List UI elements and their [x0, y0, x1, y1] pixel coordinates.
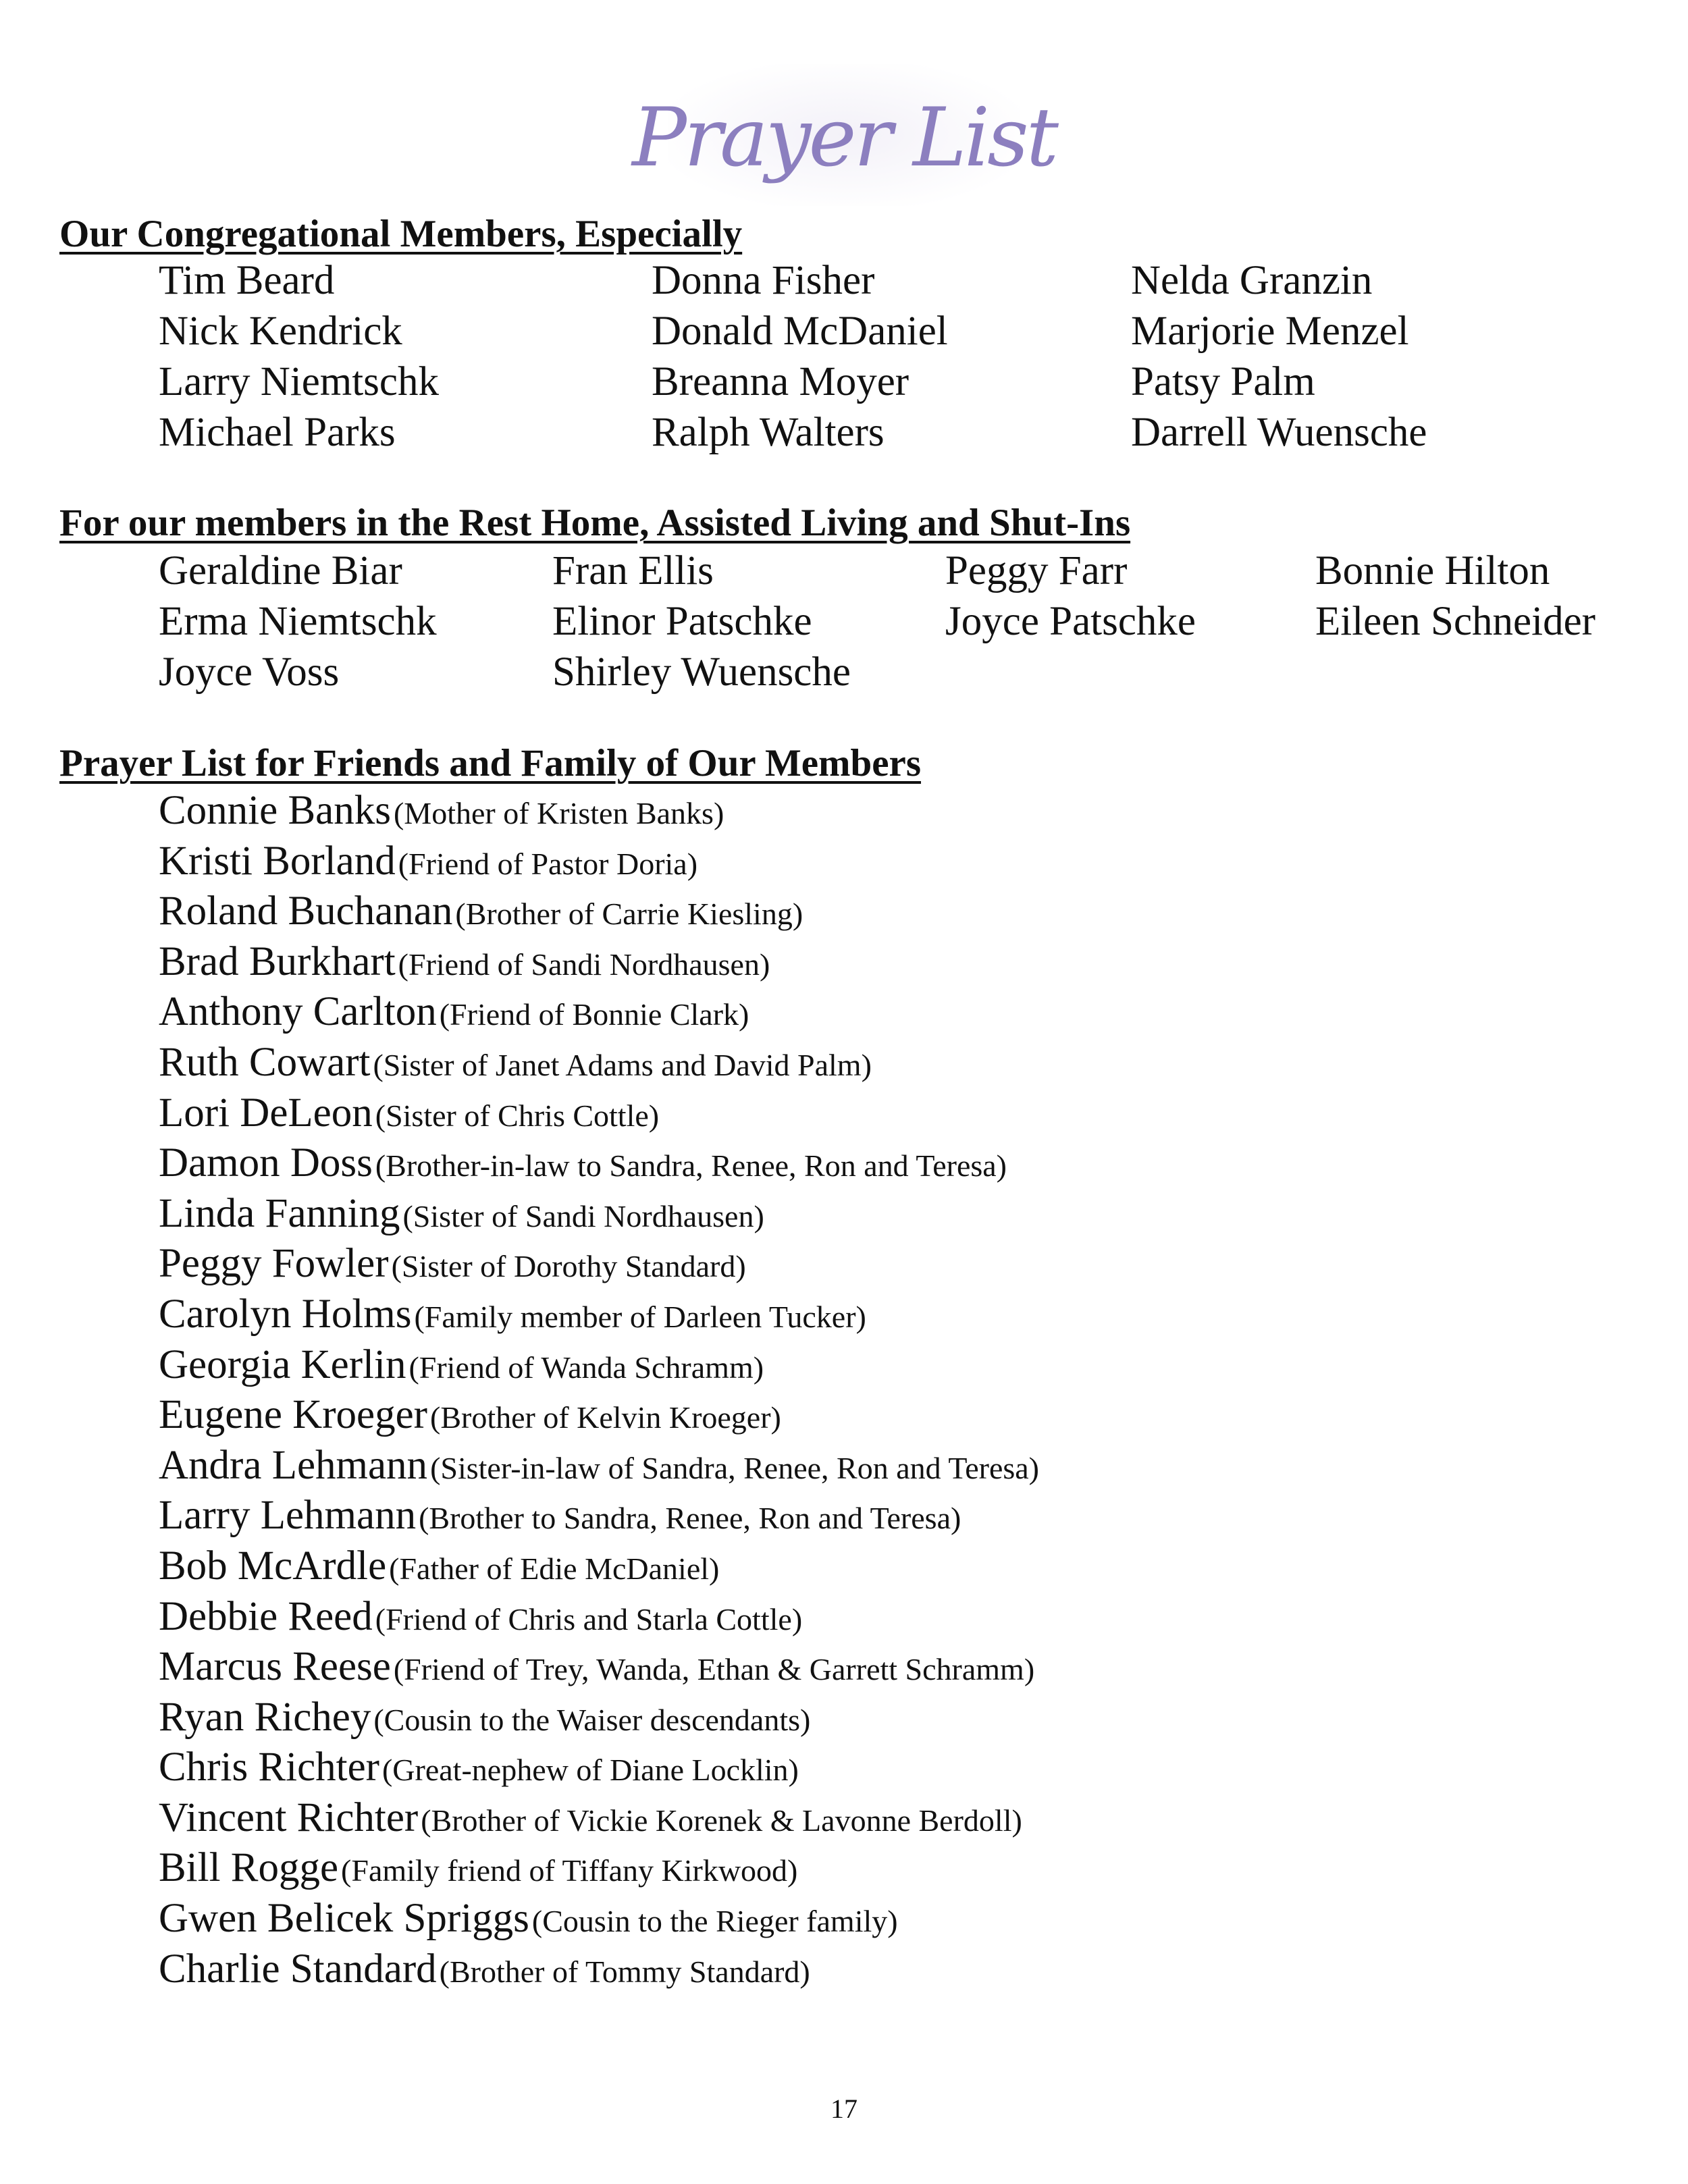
prayer-relation: (Friend of Wanda Schramm)	[408, 1350, 764, 1385]
member-name: Geraldine Biar	[159, 548, 402, 593]
prayer-relation: (Family friend of Tiffany Kirkwood)	[341, 1853, 798, 1888]
member-name: Larry Niemtschk	[159, 359, 439, 404]
list-item	[159, 1291, 1039, 1344]
prayer-relation: (Friend of Bonnie Clark)	[439, 997, 749, 1032]
prayer-name: Connie Banks	[159, 788, 391, 833]
member-name: Bonnie Hilton	[1315, 548, 1550, 593]
prayer-name: Roland Buchanan	[159, 888, 453, 934]
list-item	[159, 1394, 1039, 1445]
page-number: 17	[830, 2094, 858, 2124]
member-name: Peggy Farr	[945, 548, 1128, 593]
prayer-relation: (Cousin to the Rieger family)	[531, 1904, 898, 1939]
member-name: Tim Beard	[159, 258, 335, 303]
list-item	[159, 1794, 1039, 1848]
prayer-relation: (Brother to Sandra, Renee, Ron and Teresa)	[419, 1501, 961, 1536]
list-item	[159, 1948, 1039, 1999]
prayer-name: Charlie Standard	[159, 1946, 437, 1992]
prayer-name: Gwen Belicek Spriggs	[159, 1896, 529, 1942]
member-name: Ralph Walters	[652, 410, 885, 455]
prayer-name: Peggy Fowler	[159, 1241, 389, 1287]
section-title-friends-family: Prayer List for Friends and Family of Our Members	[59, 742, 922, 784]
list-item	[159, 1442, 1040, 1495]
list-item	[159, 1646, 1039, 1697]
member-name: Fran Ellis	[552, 548, 714, 593]
prayer-relation: (Cousin to the Waiser descendants)	[373, 1702, 811, 1737]
prayer-relation: (Friend of Trey, Wanda, Ethan & Garrett Schramm)	[393, 1652, 1035, 1687]
list-item	[159, 1847, 1039, 1898]
prayer-name: Bob McArdle	[159, 1543, 387, 1589]
member-name: Marjorie Menzel	[1131, 309, 1409, 354]
prayer-name: Brad Burkhart	[159, 938, 396, 984]
list-item	[159, 991, 1039, 1042]
list-item	[159, 1744, 1039, 1797]
prayer-name: Larry Lehmann	[159, 1493, 417, 1539]
list-item	[159, 1898, 1039, 1948]
prayer-list-logo	[632, 64, 1056, 206]
list-item	[159, 1039, 1039, 1092]
prayer-relation: (Sister of Chris Cottle)	[375, 1098, 660, 1133]
prayer-name: Chris Richter	[159, 1744, 379, 1790]
prayer-relation: (Brother of Carrie Kiesling)	[455, 897, 803, 932]
prayer-relation: (Sister-in-law of Sandra, Renee, Ron and Teresa)	[430, 1450, 1040, 1485]
member-name: Shirley Wuensche	[552, 649, 851, 695]
list-item	[159, 1190, 1039, 1244]
prayer-relation: (Friend of Pastor Doria)	[398, 846, 698, 881]
prayer-name: Anthony Carlton	[159, 989, 437, 1035]
member-name: Elinor Patschke	[552, 599, 812, 644]
prayer-name: Carolyn Holms	[159, 1291, 412, 1337]
prayer-name: Georgia Kerlin	[159, 1341, 406, 1387]
prayer-name: Eugene Kroeger	[159, 1392, 427, 1438]
prayer-name: Linda Fanning	[159, 1190, 400, 1236]
member-name: Nick Kendrick	[159, 309, 402, 354]
member-name: Donna Fisher	[652, 258, 875, 303]
prayer-relation: (Sister of Dorothy Standard)	[391, 1249, 746, 1284]
prayer-name: Kristi Borland	[159, 838, 396, 884]
prayer-name: Debbie Reed	[159, 1593, 373, 1639]
prayer-relation: (Brother of Vickie Korenek & Lavonne Berdoll)	[421, 1803, 1022, 1838]
list-item	[159, 1545, 1039, 1596]
prayer-name: Ruth Cowart	[159, 1039, 371, 1085]
prayer-relation: (Sister of Sandi Nordhausen)	[402, 1198, 764, 1233]
member-name: Breanna Moyer	[652, 359, 909, 404]
prayer-relation: (Father of Edie McDaniel)	[389, 1551, 720, 1586]
member-name: Darrell Wuensche	[1131, 410, 1427, 455]
prayer-relation: (Brother-in-law to Sandra, Renee, Ron and Teresa)	[375, 1148, 1007, 1183]
list-item	[159, 790, 1039, 841]
list-item	[159, 938, 1039, 992]
member-name: Joyce Patschke	[945, 599, 1196, 644]
member-name: Eileen Schneider	[1315, 599, 1595, 644]
prayer-name: Vincent Richter	[159, 1794, 419, 1840]
list-item	[159, 1092, 1039, 1143]
logo-text: Prayer List	[632, 91, 1056, 185]
prayer-relation: (Brother of Tommy Standard)	[439, 1954, 810, 1989]
prayer-name: Andra Lehmann	[159, 1442, 428, 1488]
section-title-rest-home: For our members in the Rest Home, Assisted Living and Shut-Ins	[59, 502, 1131, 544]
list-item	[159, 1694, 1039, 1747]
member-name: Patsy Palm	[1131, 359, 1315, 404]
prayer-name: Bill Rogge	[159, 1845, 339, 1891]
list-item	[159, 838, 1039, 891]
list-item	[159, 1142, 1039, 1193]
member-name: Michael Parks	[159, 410, 396, 455]
prayer-name: Marcus Reese	[159, 1644, 391, 1690]
list-item	[159, 1593, 1039, 1647]
prayer-relation: (Friend of Chris and Starla Cottle)	[375, 1601, 803, 1636]
member-name: Erma Niemtschk	[159, 599, 437, 644]
prayer-relation: (Brother of Kelvin Kroeger)	[430, 1400, 781, 1435]
list-item	[159, 890, 1039, 941]
list-item	[159, 1341, 1039, 1395]
friends-family-list	[159, 790, 1039, 1998]
prayer-relation: (Friend of Sandi Nordhausen)	[398, 947, 770, 982]
member-name: Nelda Granzin	[1131, 258, 1373, 303]
prayer-relation: (Family member of Darleen Tucker)	[414, 1299, 866, 1334]
member-name: Donald McDaniel	[652, 309, 948, 354]
prayer-relation: (Sister of Janet Adams and David Palm)	[373, 1047, 872, 1082]
member-name: Joyce Voss	[159, 649, 340, 695]
prayer-name: Damon Doss	[159, 1140, 373, 1186]
prayer-name: Ryan Richey	[159, 1694, 371, 1740]
list-item	[159, 1495, 1039, 1545]
section-title-congregational: Our Congregational Members, Especially	[59, 213, 743, 255]
prayer-name: Lori DeLeon	[159, 1090, 373, 1136]
list-item	[159, 1243, 1039, 1294]
prayer-relation: (Great-nephew of Diane Locklin)	[381, 1753, 799, 1788]
prayer-relation: (Mother of Kristen Banks)	[393, 796, 724, 830]
